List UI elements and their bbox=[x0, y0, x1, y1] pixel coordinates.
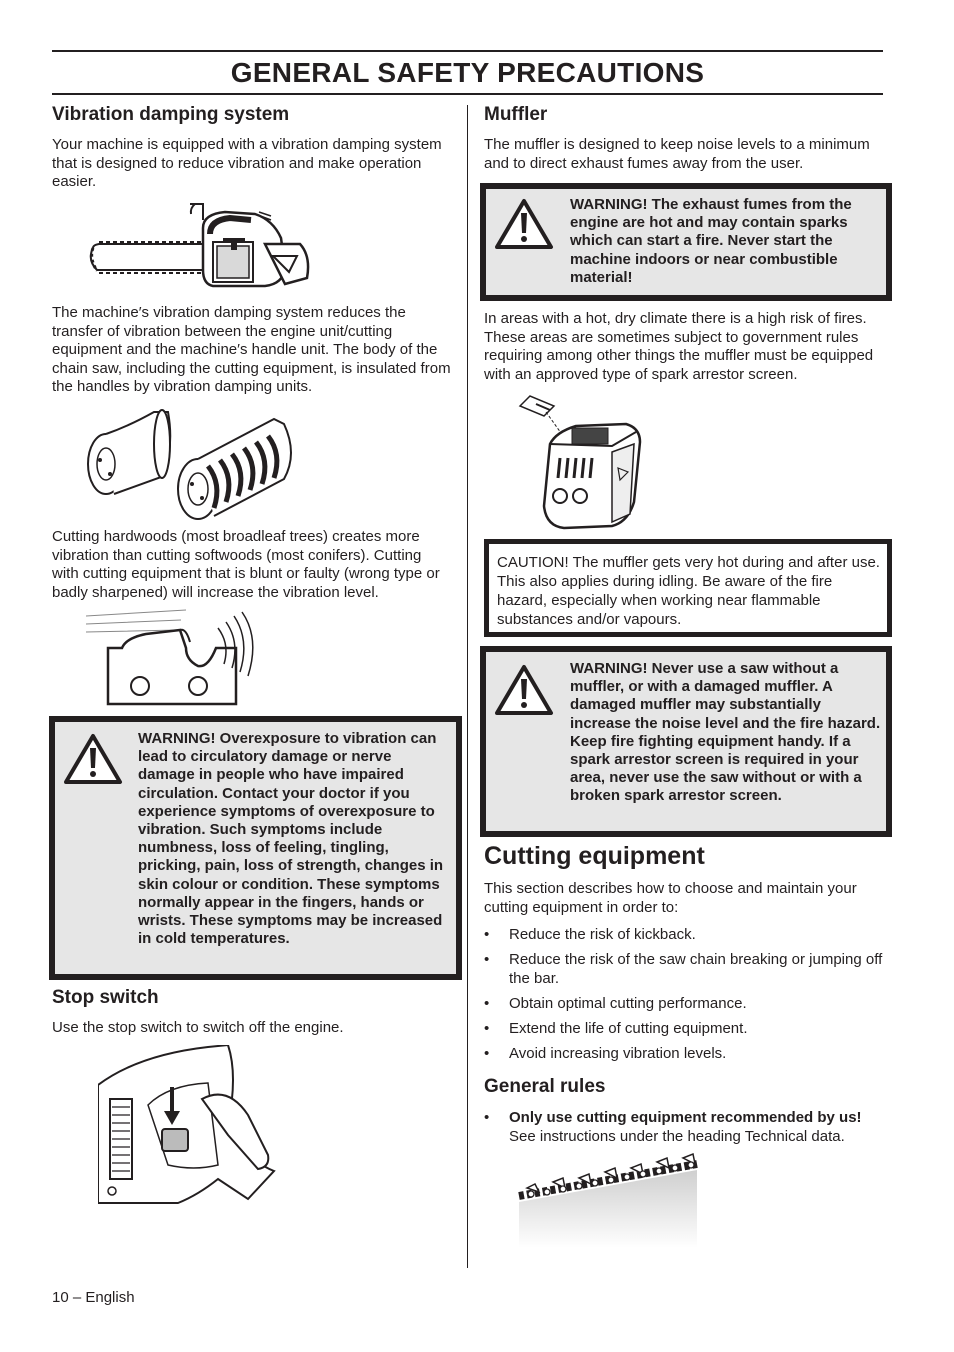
stop-switch-para: Use the stop switch to switch off the engine. bbox=[52, 1019, 344, 1036]
vibration-para-2: The machine′s vibration damping system reduces the transfer of vibration between the engine unit/cutting equipment and the machine′s handle unit. The body of the chain saw, including the cutting equipment, is insulated from the handles by vibration damping units. bbox=[52, 304, 451, 396]
title-rule bbox=[52, 93, 883, 95]
muffler-warning-text-2: WARNING! Never use a saw without a muffler, or with a damaged muffler. A damaged muffler may substantially increase the noise level and the fire hazard. Keep fire fighting equipment handy. If a spark arrestor screen is required in your area, never use the saw without or with a broken spark arrestor screen. bbox=[570, 660, 881, 805]
vibration-heading: Vibration damping system bbox=[52, 104, 290, 125]
cutting-bullet-list bbox=[484, 925, 884, 1063]
warning-triangle-icon bbox=[63, 733, 123, 785]
muffler-para-1: The muffler is designed to keep noise levels to a minimum and to direct exhaust fumes away from the user. bbox=[484, 136, 870, 172]
column-divider bbox=[467, 105, 468, 1268]
top-rule bbox=[52, 50, 883, 52]
saw-chain-on-bar-illustration bbox=[517, 1152, 699, 1248]
list-item: • Reduce the risk of the saw chain breaking or jumping off the bar. bbox=[484, 950, 884, 988]
muffler-heading: Muffler bbox=[484, 104, 548, 125]
list-item: • Extend the life of cutting equipment. bbox=[484, 1019, 884, 1038]
cutting-equipment-heading: Cutting equipment bbox=[484, 842, 705, 870]
vibration-warning-box bbox=[49, 716, 462, 980]
muffler-caution-box bbox=[484, 539, 892, 637]
list-item: • Reduce the risk of kickback. bbox=[484, 925, 884, 944]
muffler-spark-arrestor-illustration bbox=[516, 392, 646, 532]
muffler-warning-box-1 bbox=[480, 183, 892, 301]
muffler-caution-text: CAUTION! The muffler gets very hot during and after use. This also applies during idling. Be aware of the fire hazard, especially when working near flammable substances and/or vapours. bbox=[497, 554, 880, 628]
page-footer: 10 – English bbox=[52, 1289, 135, 1306]
muffler-para-2: In areas with a hot, dry climate there is a high risk of fires. These areas are sometimes subject to government rules requiring among other things the muffler must be equipped with an approved type of spark arrestor screen. bbox=[484, 310, 874, 383]
vibration-para-3: Cutting hardwoods (most broadleaf trees) creates more vibration than cutting softwoods (most conifers). Cutting with cutting equipment that is blunt or faulty (wrong type or badly sharpened) will increase the vibration level. bbox=[52, 528, 440, 601]
general-rules-list bbox=[484, 1108, 884, 1146]
warning-triangle-icon bbox=[494, 198, 554, 250]
list-item: • Obtain optimal cutting performance. bbox=[484, 994, 884, 1013]
list-item bbox=[484, 1108, 884, 1146]
warning-triangle-icon bbox=[494, 664, 554, 716]
vibration-para-1: Your machine is equipped with a vibration damping system that is designed to reduce vibration and make operation easier. bbox=[52, 136, 442, 191]
cutting-intro: This section describes how to choose and maintain your cutting equipment in order to: bbox=[484, 880, 857, 916]
general-rules-heading: General rules bbox=[484, 1076, 606, 1097]
vibration-warning-text: WARNING! Overexposure to vibration can lead to circulatory damage or nerve damage in people who have impaired circulation. Contact your doctor if you experience symptoms of overexposure to vibration. Such symptoms include numbness, loss of feeling, tingling, pricking, pain, loss of strength, changes in skin colour or condition. These symptoms normally appear in the fingers, hands or wrists. These symptoms may be increased in cold temperatures. bbox=[138, 730, 444, 948]
muffler-warning-text-1: WARNING! The exhaust fumes from the engine are hot and may contain sparks which can start a fire. Never start the machine indoors or near combustible material! bbox=[570, 196, 852, 286]
list-item: • Avoid increasing vibration levels. bbox=[484, 1044, 884, 1063]
general-rules-rest: See instructions under the heading Technical data. bbox=[509, 1128, 845, 1145]
muffler-warning-box-2 bbox=[480, 646, 892, 837]
stop-switch-illustration bbox=[98, 1045, 278, 1205]
vibration-damper-illustration bbox=[84, 404, 304, 524]
chainsaw-illustration bbox=[85, 198, 315, 290]
stop-switch-heading: Stop switch bbox=[52, 987, 159, 1008]
chain-tooth-illustration bbox=[86, 608, 266, 710]
general-rules-bold: Only use cutting equipment recommended by us! bbox=[509, 1109, 862, 1126]
page-title: GENERAL SAFETY PRECAUTIONS bbox=[230, 57, 705, 88]
